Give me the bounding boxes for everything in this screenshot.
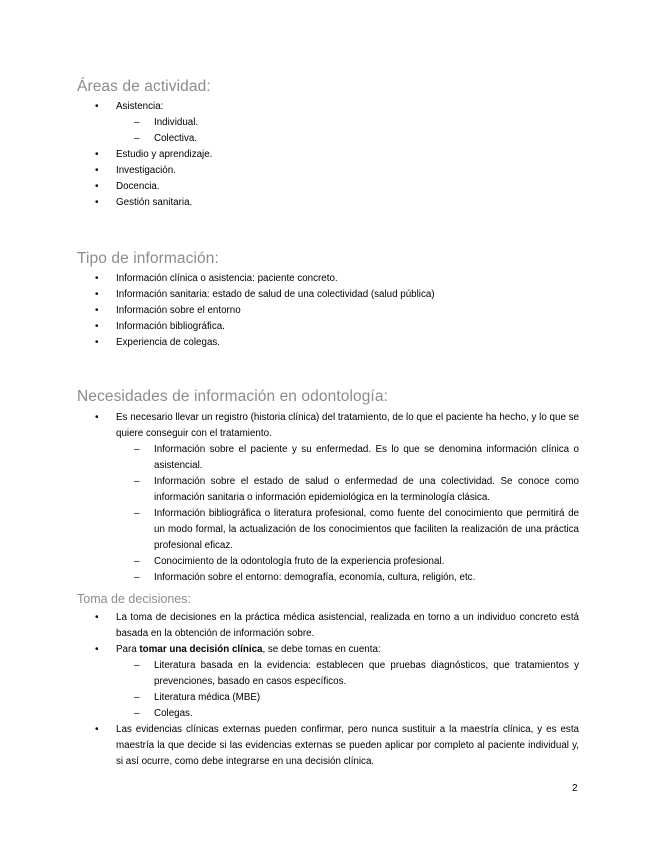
heading-areas: Áreas de actividad: — [77, 78, 211, 95]
sub-item: – Colectiva. — [0, 131, 655, 147]
heading-tipo: Tipo de información: — [77, 250, 219, 267]
bullet-icon: • — [95, 612, 99, 623]
bullet-icon: • — [95, 305, 99, 316]
sub-item: – Conocimiento de la odontología fruto de la experiencia profesional. — [0, 554, 655, 570]
list-item: • La toma de decisiones en la práctica médica asistencial, realizada en torno a un individuo concreto está basada en la obtención de información sobre. — [95, 612, 579, 639]
list-item: • Docencia. — [0, 179, 655, 195]
bullet-icon: • — [95, 165, 99, 176]
list-item: • Las evidencias clínicas externas pueden confirmar, pero nunca sustituir a la maestría clínica, y es esta maestría la que decide si las evidencias externas se pueden aplicar por completo al paciente individual y, si así ocurre, como debe integrarse en una decisión clínica. — [95, 724, 579, 767]
bullet-icon: • — [95, 197, 99, 208]
bullet-icon: • — [95, 412, 99, 423]
bullet-icon: • — [95, 724, 99, 735]
tipo-list — [0, 271, 655, 351]
list-item: • Gestión sanitaria. — [0, 195, 655, 211]
list-item: • Para tomar una decisión clínica, se debe tomas en cuenta: — [0, 642, 655, 658]
list-item: • Información bibliográfica. — [0, 319, 655, 335]
dash-icon: – — [134, 708, 140, 719]
list-item: • Estudio y aprendizaje. — [0, 147, 655, 163]
dash-icon: – — [134, 444, 140, 455]
sub-item: – Literatura basada en la evidencia: establecen que pruebas diagnósticos, que tratamientos y prevenciones, basado en casos específicos. — [134, 660, 579, 687]
bullet-icon: • — [95, 149, 99, 160]
sub-item: – Literatura médica (MBE) — [0, 690, 655, 706]
dash-icon: – — [134, 476, 140, 487]
sub-item: – Individual. — [0, 115, 655, 131]
bullet-icon: • — [95, 101, 99, 112]
bullet-icon: • — [95, 321, 99, 332]
list-item: • Información clínica o asistencia: paciente concreto. — [0, 271, 655, 287]
dash-icon: – — [134, 508, 140, 519]
list-item: • Asistencia: — [0, 99, 655, 115]
bullet-icon: • — [95, 337, 99, 348]
bullet-icon: • — [95, 181, 99, 192]
bullet-icon: • — [95, 644, 99, 655]
bullet-icon: • — [95, 289, 99, 300]
dash-icon: – — [134, 133, 140, 144]
sub-item: – Información sobre el entorno: demografía, economía, cultura, religión, etc. — [0, 570, 655, 586]
heading-necesidades: Necesidades de información en odontología: — [77, 388, 388, 405]
dash-icon: – — [134, 556, 140, 567]
decisiones-list — [0, 610, 655, 770]
areas-list — [0, 99, 655, 211]
page-number: 2 — [572, 783, 578, 794]
sub-item: – Información bibliográfica o literatura profesional, como fuente del conocimiento que permitirá de un modo formal, la actualización de los conocimientos que faciliten la realización de una práctica profesional eficaz. — [134, 508, 579, 551]
list-item: • Experiencia de colegas. — [0, 335, 655, 351]
list-item: • Información sanitaria: estado de salud de una colectividad (salud pública) — [0, 287, 655, 303]
list-item: • Es necesario llevar un registro (historia clínica) del tratamiento, de lo que el paciente ha hecho, y lo que se quiere conseguir con el tratamiento. — [95, 412, 579, 439]
list-item: • Información sobre el entorno — [0, 303, 655, 319]
dash-icon: – — [134, 117, 140, 128]
necesidades-list — [0, 410, 655, 586]
bullet-icon: • — [95, 273, 99, 284]
sub-item: – Información sobre el paciente y su enfermedad. Es lo que se denomina información clínica o asistencial. — [134, 444, 579, 471]
sub-item: – Colegas. — [0, 706, 655, 722]
dash-icon: – — [134, 692, 140, 703]
dash-icon: – — [134, 660, 140, 671]
list-item: • Investigación. — [0, 163, 655, 179]
dash-icon: – — [134, 572, 140, 583]
sub-item: – Información sobre el estado de salud o enfermedad de una colectividad. Se conoce como información sanitaria o información epidemiológica en la terminología clásica. — [134, 476, 579, 503]
heading-decisiones: Toma de decisiones: — [77, 592, 191, 606]
bold-phrase: tomar una decisión clínica — [139, 644, 263, 655]
